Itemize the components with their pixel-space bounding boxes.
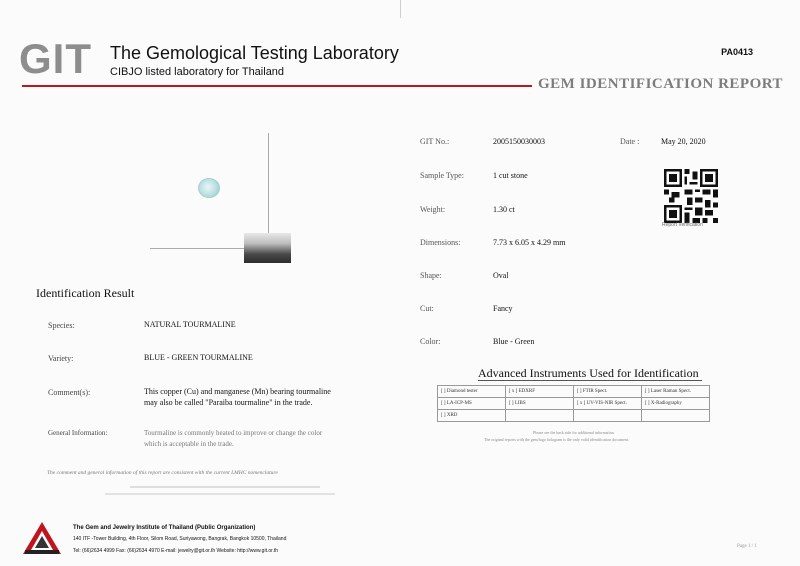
report-number: PA0413 [721,47,753,57]
species-value: NATURAL TOURMALINE [144,320,236,329]
instrument-cell: [ ] X-Radiography [642,398,710,410]
cut-value: Fancy [493,304,513,313]
hologram-photo [244,233,291,263]
instruments-note-2: The original reports with the gem/logo hologram is the only valid identification document. [484,437,629,442]
identification-result-title: Identification Result [36,286,135,300]
variety-value: BLUE - GREEN TOURMALINE [144,353,253,362]
instruments-row [438,398,710,410]
instruments-row [438,410,710,422]
dimensions-label: Dimensions: [420,238,461,247]
general-info-line-1: Tourmaline is commonly heated to improve or change the color [144,429,323,437]
shape-value: Oval [493,271,509,280]
page-number: Page 1 / 1 [737,544,757,549]
instrument-cell: [ ] Diamond tester [438,386,506,398]
instruments-table [437,385,710,422]
instrument-cell: [ ] Laser Raman Spect. [642,386,710,398]
weight-label: Weight: [420,205,446,214]
color-label: Color: [420,337,441,346]
sample-type-label: Sample Type: [420,171,464,180]
lab-subtitle: CIBJO listed laboratory for Thailand [110,66,285,78]
gem-photo [198,178,220,198]
weight-value: 1.30 ct [493,205,515,214]
species-label: Species: [48,321,75,330]
institute-contact: Tel: (66)2634 4999 Fax: (66)2634 4970 E-mail: jewelry@git.or.th Website: http://www.git.or.th [73,548,279,554]
comments-label: Comment(s): [48,388,91,397]
git-institute-logo [22,521,62,555]
cut-label: Cut: [420,304,434,313]
instrument-cell [574,410,642,422]
instruments-title: Advanced Instruments Used for Identification [478,366,699,380]
shape-label: Shape: [420,271,442,280]
instrument-cell: [ x ] UV-VIS-NIR Spect. [574,398,642,410]
report-title: GEM IDENTIFICATION REPORT [538,76,784,92]
paper-fold-line [400,0,401,18]
general-info-line-2: which is acceptable in the trade. [144,440,234,448]
comments-line-1: This copper (Cu) and manganese (Mn) bearing tourmaline [144,387,331,396]
instrument-cell [506,410,574,422]
git-no-value: 2005150030003 [493,137,545,146]
lab-name: The Gemological Testing Laboratory [110,43,399,63]
date-label: Date : [620,137,640,146]
instrument-cell: [ ] XRD [438,410,506,422]
faint-disclaimer-line [105,493,335,495]
color-value: Blue - Green [493,337,535,346]
instrument-cell: [ ] FTIR Spect. [574,386,642,398]
instrument-cell: [ x ] EDXRF [506,386,574,398]
instruments-note-1: Please see the back side for additional information [533,430,614,435]
qr-caption: Report Verification [662,222,703,228]
instruments-title-rule [478,380,702,381]
instruments-row [438,386,710,398]
dimensions-value: 7.73 x 6.05 x 4.29 mm [493,238,566,247]
date-value: May 20, 2020 [661,137,706,146]
sample-type-value: 1 cut stone [493,171,528,180]
instrument-cell: [ ] LA-ICP-MS [438,398,506,410]
variety-label: Variety: [48,354,74,363]
git-no-label: GIT No.: [420,137,450,146]
git-logo: GIT [19,35,92,82]
qr-code-icon[interactable] [664,169,718,223]
general-info-label: General Information: [48,429,108,437]
instrument-cell: [ ] LIBS [506,398,574,410]
instrument-cell [642,410,710,422]
institute-address: 140 ITF -Tower Building, 4th Floor, Silom Road, Suriyawong, Bangrak, Bangkok 10500, Thailand [73,536,287,542]
institute-name: The Gem and Jewelry Institute of Thailand (Public Organization) [73,525,256,531]
faint-disclaimer-line [130,486,320,488]
comments-line-2: may also be called "Paraiba tourmaline" in the trade. [144,398,313,407]
nomenclature-note: The comment and general information of this report are consistent with the current LMHC nomenclature [47,470,278,476]
header-rule [22,85,532,87]
